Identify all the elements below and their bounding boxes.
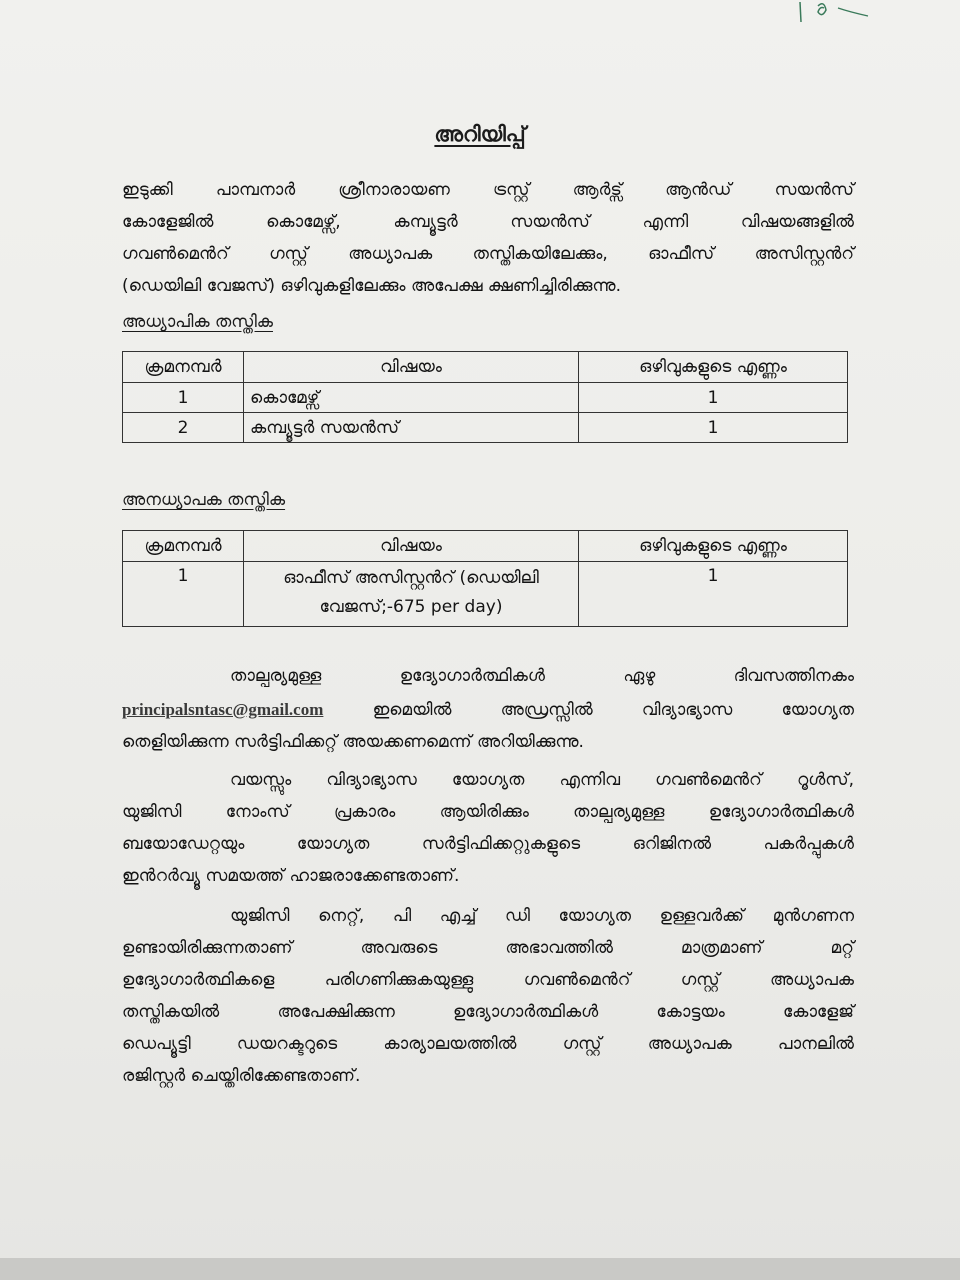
ugc-line: ഉദ്യോഗാർത്ഥികളെ പരിഗണിക്കുകയുള്ളു ഗവൺമെൻറ് ഗസ്റ്റ് അധ്യാപക (122, 970, 854, 990)
table-row (123, 562, 848, 627)
teaching-table (122, 351, 848, 443)
header-subject: വിഷയം (244, 352, 579, 383)
age-paragraph (122, 764, 854, 892)
apply-line: താല്പര്യമുള്ള ഉദ്യോഗാർത്ഥികൾ ഏഴു ദിവസത്തിനകം (230, 666, 854, 686)
intro-line: ഇടുക്കി പാമ്പനാർ ശ്രീനാരായണ ട്രസ്റ്റ് ആർട്സ് ആൻഡ് സയൻസ് (122, 180, 854, 200)
table-header-row (123, 352, 848, 383)
age-line: ഇൻറർവ്യൂ സമയത്ത് ഹാജരാക്കേണ്ടതാണ്. (122, 866, 460, 886)
cell-subject-line: ഓഫീസ് അസിസ്റ്റൻറ് (ഡെയിലി (283, 568, 539, 588)
intro-line: കോളേജിൽ കൊമേഴ്സ്, കമ്പ്യൂട്ടർ സയൻസ് എന്നി വിഷയങ്ങളിൽ (122, 212, 854, 232)
cell-serial: 1 (123, 562, 244, 627)
email-link[interactable]: principalsntasc@gmail.com (122, 700, 324, 719)
cell-subject (244, 562, 579, 627)
age-line: യുജിസി നോംസ് പ്രകാരം ആയിരിക്കും താല്പര്യമുള്ള ഉദ്യോഗാർത്ഥികൾ (122, 802, 854, 822)
cell-subject: കൊമേഴ്സ് (244, 383, 579, 413)
age-line: വയസ്സും വിദ്യാഭ്യാസ യോഗ്യത എന്നിവ ഗവൺമെൻറ് റൂൾസ്, (230, 770, 854, 790)
intro-line: (ഡെയിലി വേജസ്) ഒഴിവുകളിലേക്കും അപേക്ഷ ക്ഷണിച്ചിരിക്കുന്നു. (122, 276, 621, 296)
intro-line: ഗവൺമെൻറ് ഗസ്റ്റ് അധ്യാപക തസ്തികയിലേക്കും, ഓഫീസ് അസിസ്റ്റൻറ് (122, 244, 854, 264)
ugc-line: ഡെപ്യൂട്ടി ഡയറക്ടറുടെ കാര്യാലയത്തിൽ ഗസ്റ്റ് അധ്യാപക പാനലിൽ (122, 1034, 854, 1054)
cell-subject-line: വേജസ്;-675 per day) (319, 597, 503, 617)
cell-subject: കമ്പ്യൂട്ടർ സയൻസ് (244, 413, 579, 443)
ugc-line: രജിസ്റ്റർ ചെയ്തിരിക്കേണ്ടതാണ്. (122, 1066, 361, 1086)
table-row (123, 383, 848, 413)
notice-title: അറിയിപ്പ് (434, 122, 526, 146)
ugc-line: ഉണ്ടായിരിക്കുന്നതാണ് അവരുടെ അഭാവത്തിൽ മാത്രമാണ് മറ്റ് (122, 938, 854, 958)
header-subject: വിഷയം (244, 531, 579, 562)
ugc-line: യുജിസി നെറ്റ്, പി എച്ച് ഡി യോഗ്യത ഉള്ളവർക്ക് മുൻഗണന (230, 906, 854, 926)
cell-serial: 2 (123, 413, 244, 443)
table-header-row (123, 531, 848, 562)
apply-line: തെളിയിക്കുന്ന സർട്ടിഫിക്കറ്റ് അയക്കണമെന്ന് അറിയിക്കുന്നു. (122, 732, 584, 752)
ugc-line: തസ്തികയിൽ അപേക്ഷിക്കുന്ന ഉദ്യോഗാർത്ഥികൾ കോട്ടയം കോളേജ് (122, 1002, 854, 1022)
header-serial: ക്രമനമ്പർ (123, 531, 244, 562)
bottom-edge (0, 1258, 960, 1280)
table-row (123, 413, 848, 443)
apply-paragraph (122, 660, 854, 759)
cell-count: 1 (579, 413, 848, 443)
age-line: ബയോഡേറ്റയും യോഗ്യത സർട്ടിഫിക്കറ്റുകളുടെ ഒറിജിനൽ പകർപ്പുകൾ (122, 834, 854, 854)
non-teaching-heading: അനധ്യാപക തസ്തിക (122, 490, 286, 510)
header-count: ഒഴിവുകളുടെ എണ്ണം (579, 531, 848, 562)
apply-line-rest: ഇമെയിൽ അഡ്രസ്സിൽ വിദ്യാഭ്യാസ യോഗ്യത (372, 700, 854, 720)
cell-count: 1 (579, 562, 848, 627)
apply-line (122, 693, 854, 726)
cell-count: 1 (579, 383, 848, 413)
cell-serial: 1 (123, 383, 244, 413)
header-count: ഒഴിവുകളുടെ എണ്ണം (579, 352, 848, 383)
ugc-paragraph (122, 900, 854, 1092)
handwritten-mark (790, 0, 870, 30)
teaching-heading: അധ്യാപിക തസ്തിക (122, 312, 273, 332)
intro-paragraph (122, 174, 854, 302)
non-teaching-table (122, 530, 848, 627)
header-serial: ക്രമനമ്പർ (123, 352, 244, 383)
